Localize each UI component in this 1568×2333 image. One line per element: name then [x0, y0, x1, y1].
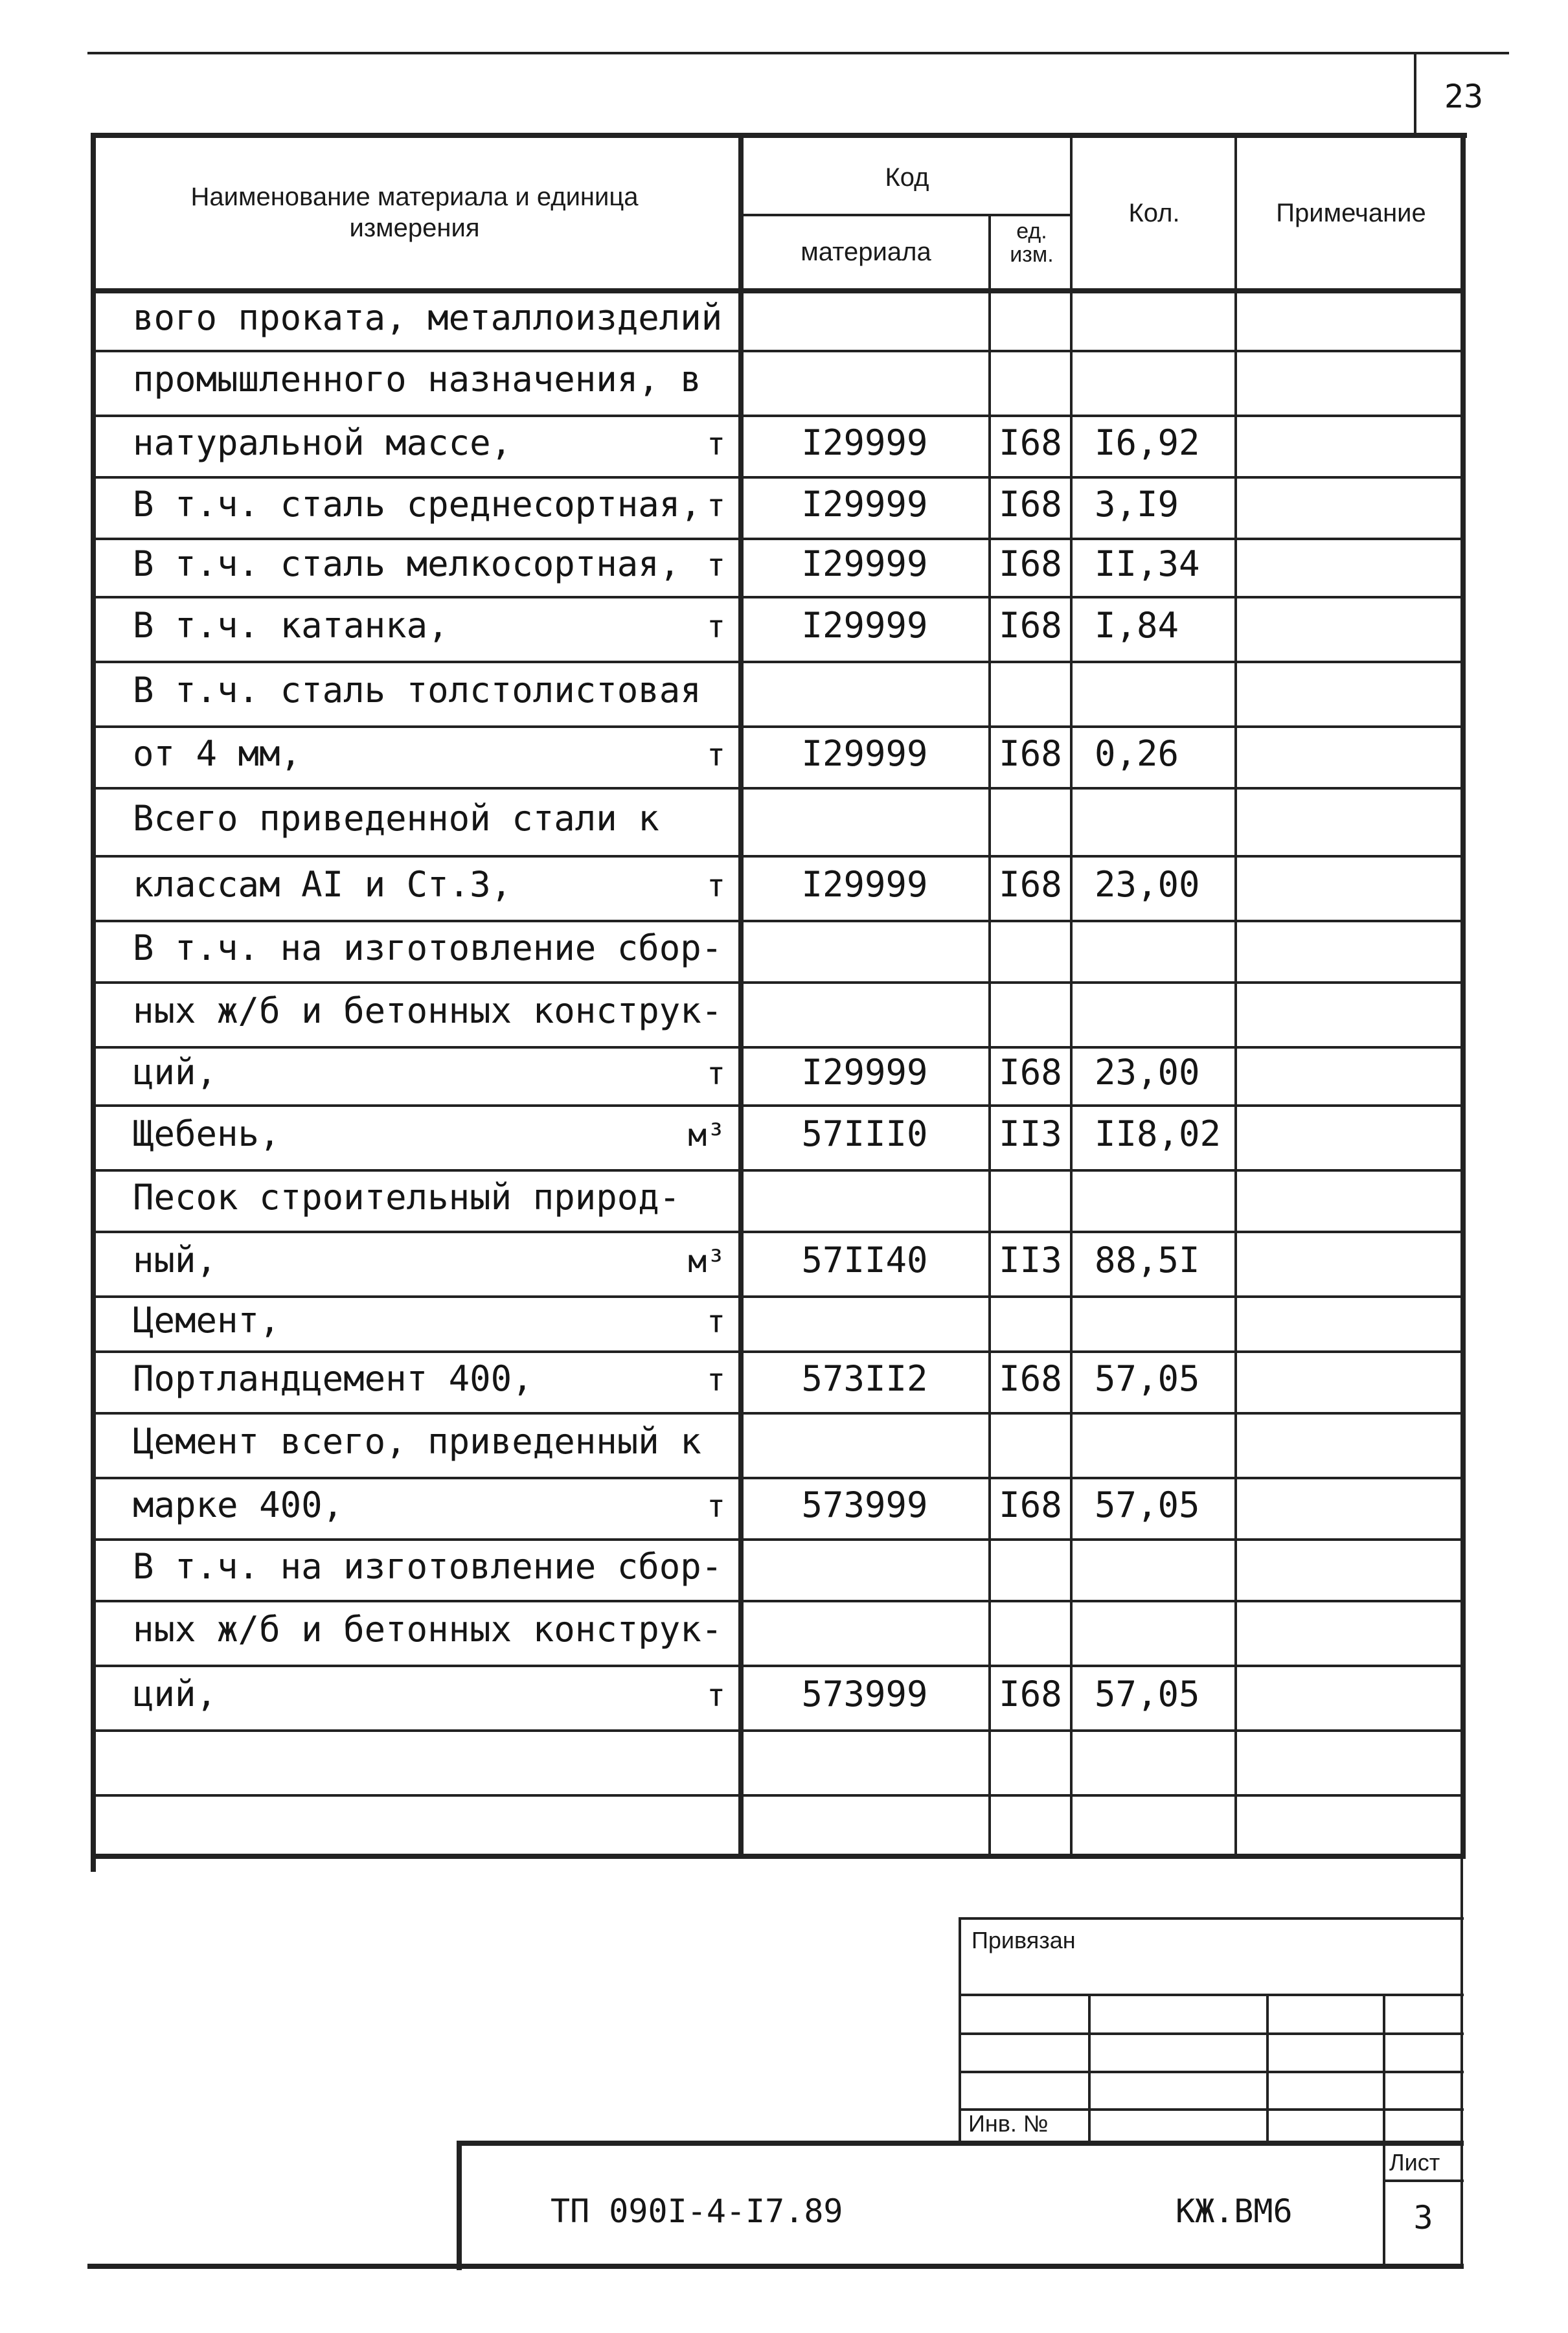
row-unit-code: I68 [999, 1674, 1062, 1714]
title-block-bottom [87, 2264, 1464, 2269]
row-divider [91, 981, 1464, 984]
row-name: Цемент всего, приведенный к [133, 1421, 701, 1462]
row-material-code: 57III0 [801, 1113, 928, 1154]
stamp-grid-v3 [1383, 1994, 1385, 2141]
row-unit: т [707, 1361, 725, 1398]
row-name: Щебень, [133, 1113, 280, 1154]
row-name: Портландцемент 400, [133, 1358, 533, 1399]
row-quantity: I6,92 [1095, 422, 1200, 463]
stamp-upper-left [959, 1917, 961, 2141]
row-material-code: 573II2 [801, 1358, 928, 1399]
row-name: В т.ч. сталь мелкосортная, [133, 543, 681, 584]
row-unit-code: I68 [999, 605, 1062, 646]
row-divider [91, 725, 1464, 728]
row-name: от 4 мм, [133, 733, 302, 774]
row-divider [91, 1665, 1464, 1667]
row-name: ций, [133, 1674, 218, 1714]
row-unit: т [707, 426, 725, 462]
row-material-code: I29999 [801, 422, 928, 463]
page-number-box-left [1414, 52, 1416, 133]
col-divider-name [738, 133, 744, 1856]
row-unit: м³ [688, 1117, 725, 1154]
row-unit-code: I68 [999, 422, 1062, 463]
row-name: ный, [133, 1240, 218, 1280]
row-name: В т.ч. сталь толстолистовая [133, 670, 701, 711]
row-name: ций, [133, 1052, 218, 1093]
sheet-label-divider [1383, 2179, 1464, 2182]
col-divider-qty [1234, 133, 1237, 1856]
row-divider [91, 1295, 1464, 1298]
row-divider [91, 661, 1464, 663]
row-quantity: 23,00 [1095, 1052, 1200, 1093]
row-name: В т.ч. на изготовление сбор- [133, 927, 723, 968]
row-unit: т [707, 1678, 725, 1714]
row-divider [91, 1600, 1464, 1602]
row-unit: т [707, 487, 725, 524]
title-block-top [457, 2141, 1464, 2146]
row-divider [91, 476, 1464, 479]
row-divider [91, 920, 1464, 922]
header-unit: ед. изм. [1010, 219, 1054, 267]
header-material: материала [801, 238, 931, 266]
header-name: Наименование материала и единица измерения [190, 183, 639, 242]
row-unit: т [707, 736, 725, 773]
row-quantity: 57,05 [1095, 1358, 1200, 1399]
row-name: вого проката, металлоизделий [133, 297, 723, 338]
row-name: ных ж/б и бетонных конструк- [133, 990, 723, 1031]
row-quantity: 57,05 [1095, 1674, 1200, 1714]
sheet-number: 3 [1413, 2199, 1433, 2236]
doc-number: ТП 090I-4-I7.89 [551, 2192, 843, 2230]
row-unit: т [707, 868, 725, 904]
row-divider [91, 415, 1464, 417]
row-unit: т [707, 609, 725, 645]
row-material-code: 573999 [801, 1674, 928, 1714]
stamp-grid-v2 [1266, 1994, 1269, 2141]
stamp-grid-3 [959, 2071, 1464, 2073]
sheet-label: Лист [1389, 2149, 1440, 2176]
row-divider [91, 1538, 1464, 1541]
row-unit-code: II3 [999, 1240, 1062, 1280]
row-unit-code: I68 [999, 1484, 1062, 1525]
row-name: натуральной массе, [133, 422, 512, 463]
row-name: ных ж/б и бетонных конструк- [133, 1609, 723, 1650]
top-rule [87, 52, 1509, 54]
row-quantity: II,34 [1095, 543, 1200, 584]
row-divider [91, 1350, 1464, 1353]
row-divider [91, 1231, 1464, 1233]
row-name: классам АI и Ст.3, [133, 864, 512, 905]
stamp-grid-v1 [1088, 1994, 1091, 2141]
title-block-left [457, 2141, 462, 2270]
row-name: В т.ч. на изготовление сбор- [133, 1545, 723, 1587]
row-unit: м³ [688, 1244, 725, 1280]
row-unit: т [707, 1303, 725, 1340]
row-name: промышленного назначения, в [133, 359, 701, 400]
row-name: Песок строительный природ- [133, 1176, 681, 1218]
row-unit: т [707, 1056, 725, 1092]
row-unit-code: II3 [999, 1113, 1062, 1154]
row-material-code: I29999 [801, 543, 928, 584]
row-divider [91, 596, 1464, 598]
row-quantity: I,84 [1095, 605, 1179, 646]
row-name: В т.ч. сталь среднесортная, [133, 483, 701, 525]
row-divider [91, 855, 1464, 858]
row-divider [91, 1412, 1464, 1415]
row-quantity: 3,I9 [1095, 483, 1179, 525]
row-divider [91, 350, 1464, 352]
row-material-code: 57II40 [801, 1240, 928, 1280]
table-bottom-border [91, 1854, 1466, 1859]
row-material-code: I29999 [801, 733, 928, 774]
row-material-code: I29999 [801, 605, 928, 646]
stamp-inv-label: Инв. № [968, 2110, 1049, 2137]
header-note: Примечание [1276, 199, 1426, 227]
row-divider [91, 1169, 1464, 1172]
header-qty: Кол. [1128, 199, 1180, 227]
row-quantity: 88,5I [1095, 1240, 1200, 1280]
row-unit-code: I68 [999, 543, 1062, 584]
row-divider [91, 1729, 1464, 1732]
code-group-divider [738, 214, 1072, 216]
row-unit: т [707, 1488, 725, 1525]
row-name: Всего приведенной стали к [133, 797, 659, 839]
table-left-border [91, 133, 96, 1872]
row-unit-code: I68 [999, 864, 1062, 905]
row-divider [91, 1794, 1464, 1797]
row-divider [91, 1477, 1464, 1479]
header-bottom-border [91, 288, 1464, 293]
row-unit-code: I68 [999, 1358, 1062, 1399]
row-unit-code: I68 [999, 1052, 1062, 1093]
row-unit-code: I68 [999, 733, 1062, 774]
row-name: марке 400, [133, 1484, 344, 1525]
row-quantity: 0,26 [1095, 733, 1179, 774]
row-quantity: II8,02 [1095, 1113, 1221, 1154]
col-divider-unit [1070, 133, 1073, 1856]
doc-code: КЖ.ВМ6 [1176, 2192, 1293, 2230]
stamp-grid-2 [959, 2032, 1464, 2035]
row-name: В т.ч. катанка, [133, 605, 449, 646]
stamp-upper-top [959, 1917, 1464, 1920]
row-material-code: I29999 [801, 1052, 928, 1093]
row-divider [91, 1046, 1464, 1049]
row-name: Цемент, [133, 1299, 280, 1341]
row-divider [91, 538, 1464, 540]
table-top-border [91, 133, 1467, 138]
row-divider [91, 1104, 1464, 1107]
row-quantity: 57,05 [1095, 1484, 1200, 1525]
row-quantity: 23,00 [1095, 864, 1200, 905]
stamp-bound-label: Привязан [971, 1927, 1076, 1953]
row-unit: т [707, 547, 725, 584]
row-unit-code: I68 [999, 483, 1062, 525]
row-material-code: 573999 [801, 1484, 928, 1525]
row-material-code: I29999 [801, 864, 928, 905]
row-material-code: I29999 [801, 483, 928, 525]
stamp-grid-1 [959, 1994, 1464, 1996]
page-number: 23 [1444, 78, 1484, 115]
header-code: Код [885, 163, 929, 192]
row-divider [91, 787, 1464, 790]
